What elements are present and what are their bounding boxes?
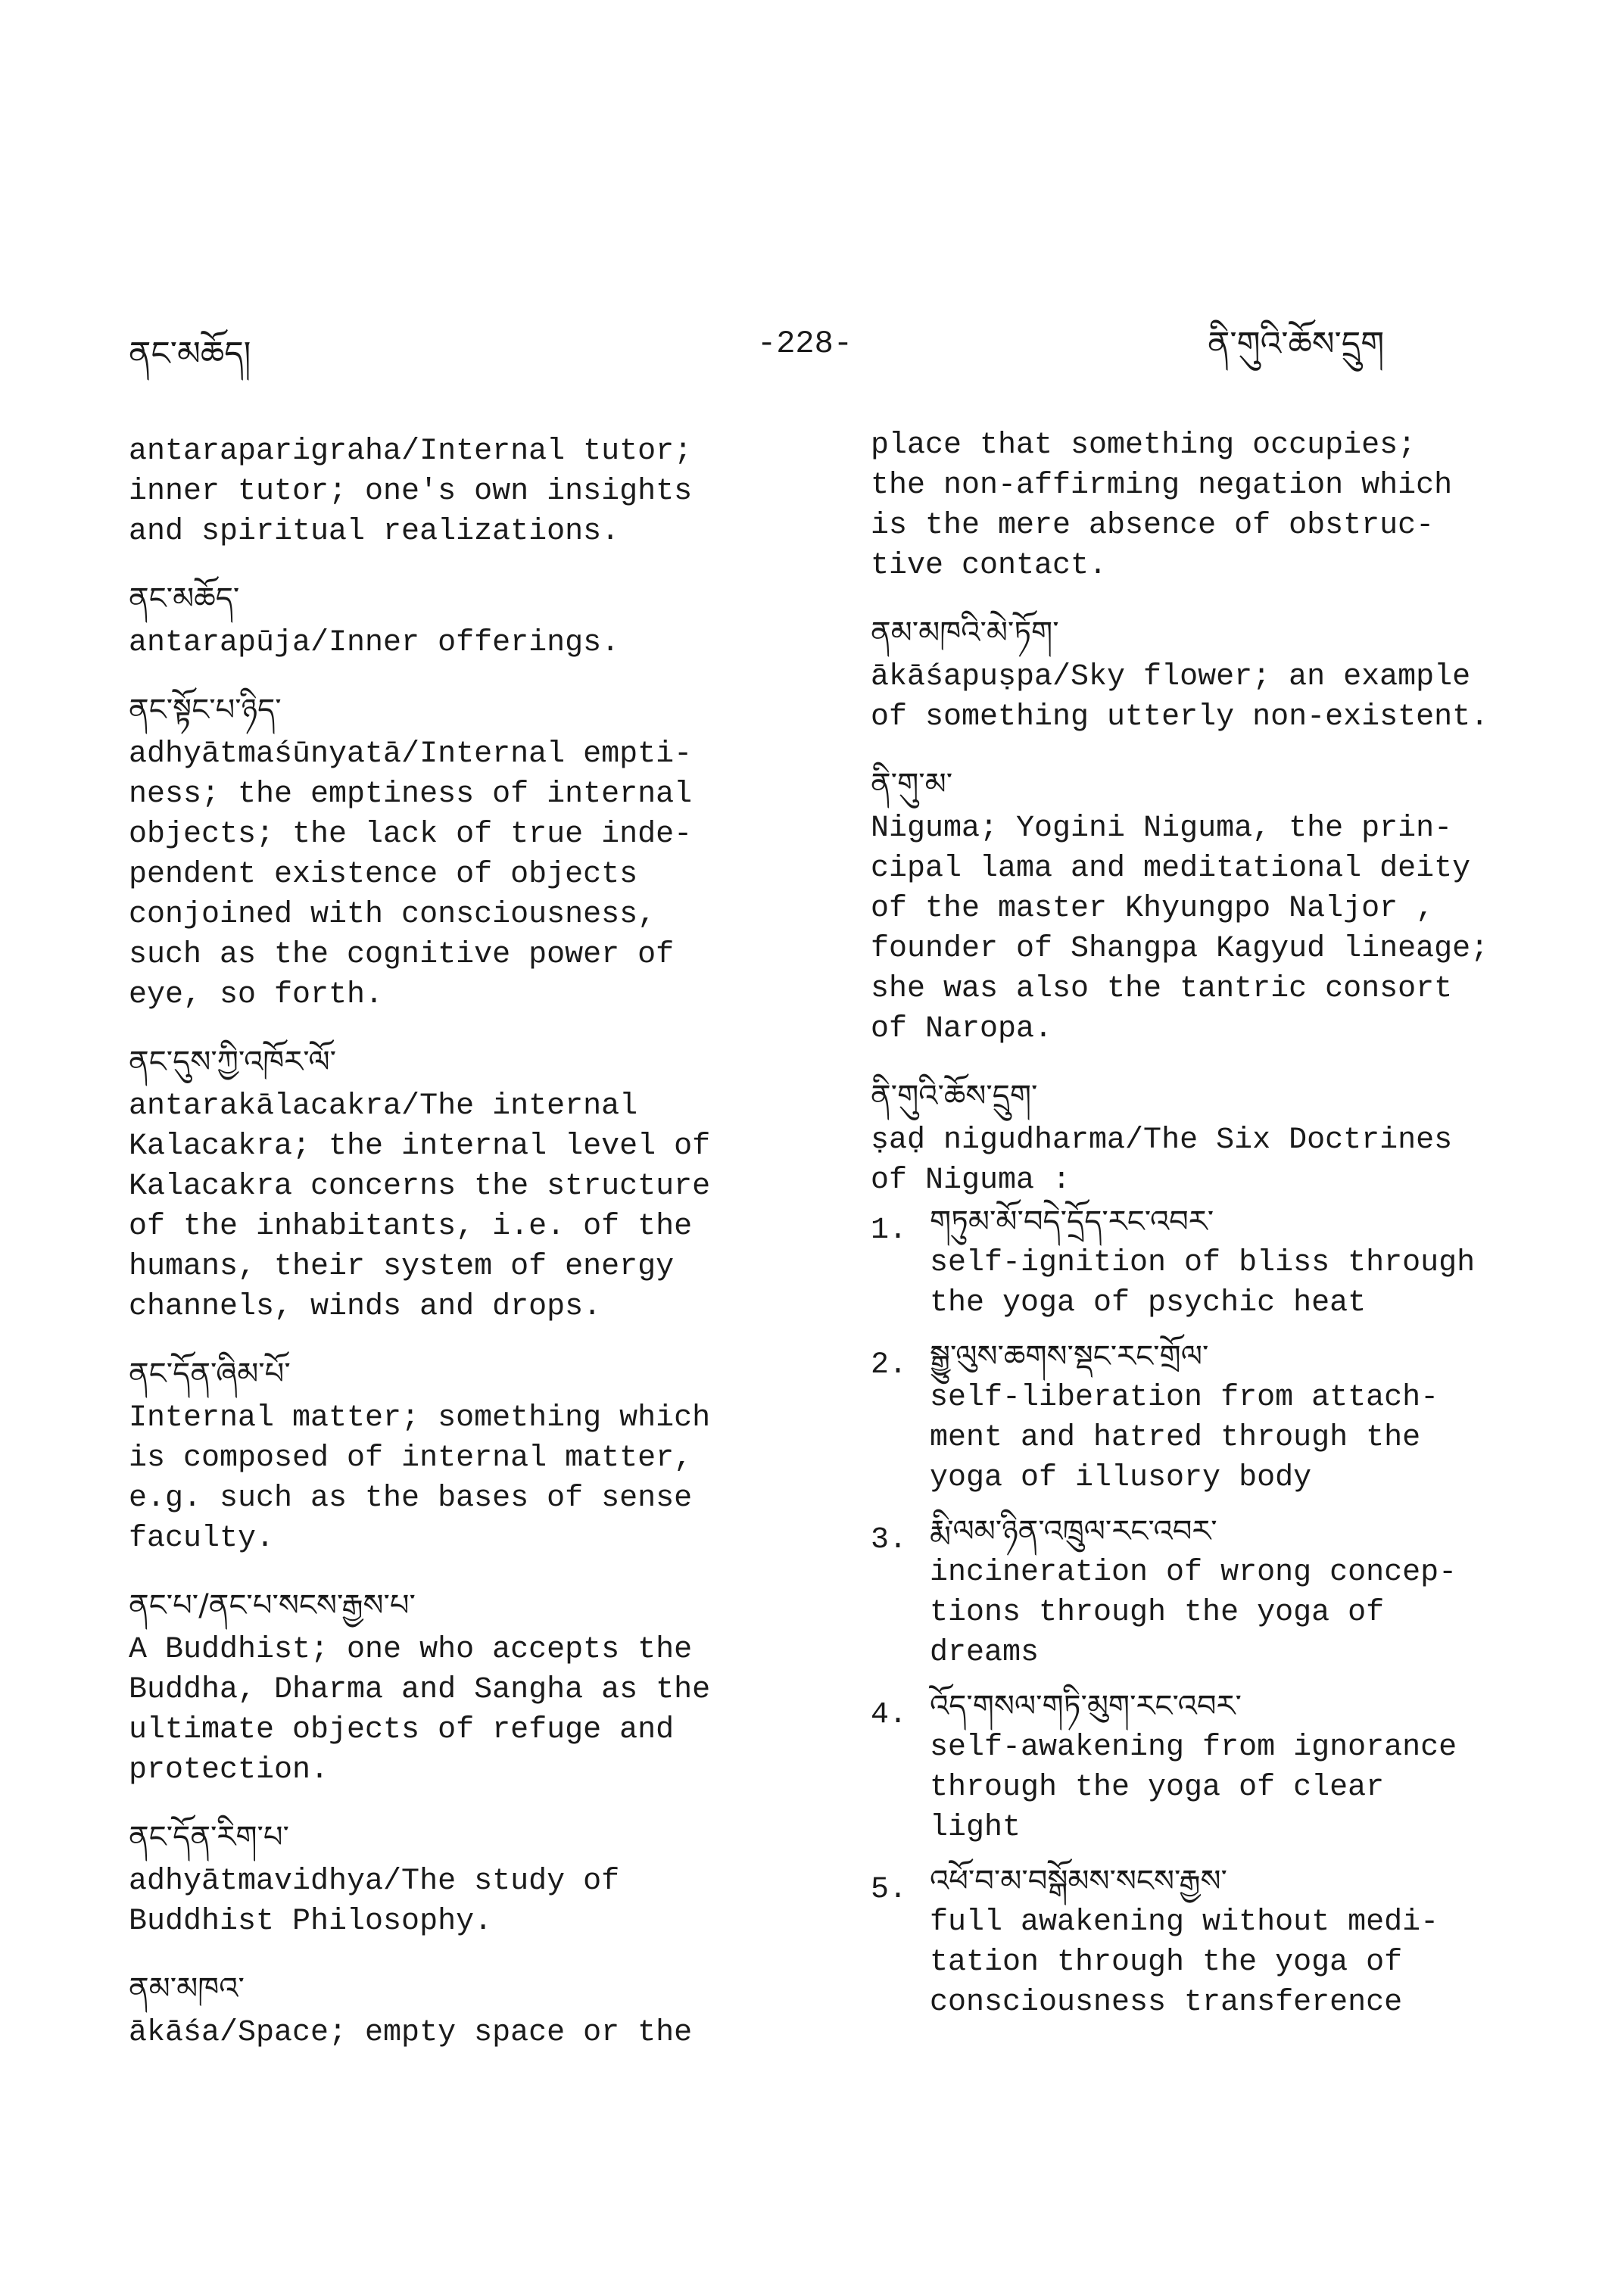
entry-antaraparigraha xyxy=(129,431,795,552)
entry-tibetan-headword: ནང་སྟོང་པ་ཉིད་ xyxy=(129,693,282,727)
doctrine-tibetan: འོད་གསལ་གཏི་མུག་རང་འབར་ xyxy=(930,1689,1242,1724)
entry-definition: adhyātmaśūnyatā/Internal empti- ness; the emptiness of internal objects; the lack of true inde- pendent existence of objects conjoined with consciousness, such as the cognitive power of eye, so forth. xyxy=(129,737,693,1012)
entry-definition: place that something occupies; the non-affirming negation which is the mere absence of obstruc- tive contact. xyxy=(871,428,1453,583)
right-column xyxy=(871,425,1552,2048)
entry-tibetan-headword: ནི་གུའི་ཆོས་དྲུག་ xyxy=(871,1079,1038,1114)
entry-tibetan-headword: ནང་པ་/ནང་པ་སངས་རྒྱས་པ་ xyxy=(129,1588,416,1623)
entry-antarapuja xyxy=(129,578,795,663)
entry-internal-matter xyxy=(129,1353,795,1559)
entry-akasa-continued xyxy=(871,425,1552,586)
entry-definition: antarapūja/Inner offerings. xyxy=(129,626,620,660)
page-number: -228- xyxy=(757,326,853,362)
running-head-left: ནང་མཆོད། xyxy=(129,335,251,373)
doctrine-description: self-ignition of bliss through the yoga of psychic heat xyxy=(930,1246,1476,1320)
entry-definition: adhyātmavidhya/The study of Buddhist Philosophy. xyxy=(129,1865,620,1939)
entry-tibetan-headword: ནི་གུ་མ་ xyxy=(871,767,953,802)
doctrine-tibetan: རྨི་ལམ་ཉིན་འཁྲུལ་རང་འབར་ xyxy=(930,1514,1217,1549)
doctrine-description: self-awakening from ignorance through the yoga of clear light xyxy=(930,1731,1457,1845)
doctrine-number: 2. xyxy=(871,1348,908,1382)
running-head-right: ནི་གུའི་ཆོས་དྲུག xyxy=(1208,325,1385,363)
entry-definition: ākāśapuṣpa/Sky flower; an example of something utterly non-existent. xyxy=(871,660,1489,734)
entry-definition: antarakālacakra/The internal Kalacakra; the internal level of Kalacakra concerns the structure of the inhabitants, i.e. of the humans, their system of energy channels, winds and drops. xyxy=(129,1089,711,1324)
entry-tibetan-headword: ནམ་མཁའ་ xyxy=(129,1971,245,2006)
doctrine-number: 3. xyxy=(871,1523,908,1557)
doctrine-number: 1. xyxy=(871,1213,908,1248)
left-column xyxy=(129,431,795,2079)
doctrine-tibetan: འཕོ་བ་མ་བསྒོམས་སངས་རྒྱས་ xyxy=(930,1864,1227,1899)
entry-six-doctrines xyxy=(871,1075,1552,2023)
entry-buddhist xyxy=(129,1584,795,1790)
entry-antarakalacakra xyxy=(129,1041,795,1327)
entry-definition: ākāśa/Space; empty space or the xyxy=(129,2016,693,2050)
entry-definition: Niguma; Yogini Niguma, the prin- cipal lama and meditational deity of the master Khyungpo Naljor , founder of Shangpa Kagyud lineage; she was also the tantric consort of Naropa. xyxy=(871,812,1489,1046)
entry-definition: Internal matter; something which is composed of internal matter, e.g. such as the bases of sense faculty. xyxy=(129,1401,711,1556)
entry-tibetan-headword: ནང་མཆོད་ xyxy=(129,581,240,616)
doctrine-number: 5. xyxy=(871,1873,908,1907)
entry-niguma xyxy=(871,763,1552,1049)
entry-adhyatmavidhya xyxy=(129,1816,795,1942)
entry-tibetan-headword: ནང་དུས་ཀྱི་འཁོར་ལོ་ xyxy=(129,1045,337,1080)
doctrine-description: incineration of wrong concep- tions through the yoga of dreams xyxy=(930,1556,1457,1670)
entry-akasa xyxy=(129,1967,795,2053)
entry-definition: A Buddhist; one who accepts the Buddha, Dharma and Sangha as the ultimate objects of refuge and protection. xyxy=(129,1633,711,1787)
doctrine-tibetan: གཏུམ་མོ་བདེ་དྲོད་རང་འབར་ xyxy=(930,1204,1214,1239)
entry-tibetan-headword: ནང་དོན་ཞིམ་པོ་ xyxy=(129,1357,291,1391)
doctrine-item xyxy=(871,1860,1552,2023)
entry-definition: ṣaḍ nigudharma/The Six Doctrines of Niguma : xyxy=(871,1123,1453,1198)
doctrine-item xyxy=(871,1335,1552,1498)
entry-akasapuspa xyxy=(871,612,1552,737)
entry-tibetan-headword: ནམ་མཁའི་མེ་ཏོག་ xyxy=(871,615,1059,650)
doctrine-number: 4. xyxy=(871,1698,908,1732)
entry-tibetan-headword: ནང་དོན་རིག་པ་ xyxy=(129,1820,289,1855)
doctrine-item xyxy=(871,1201,1552,1323)
doctrine-tibetan: སྒྱུ་ལུས་ཆགས་སྡང་རང་གྲོལ་ xyxy=(930,1339,1209,1374)
doctrine-description: self-liberation from attach- ment and hatred through the yoga of illusory body xyxy=(930,1381,1439,1495)
doctrine-item xyxy=(871,1510,1552,1673)
entry-definition: antaraparigraha/Internal tutor; inner tutor; one's own insights and spiritual realizations. xyxy=(129,435,693,549)
doctrine-item xyxy=(871,1685,1552,1848)
entry-adhyatmasunyata xyxy=(129,689,795,1015)
doctrine-description: full awakening without medi- tation through the yoga of consciousness transference xyxy=(930,1905,1439,2020)
